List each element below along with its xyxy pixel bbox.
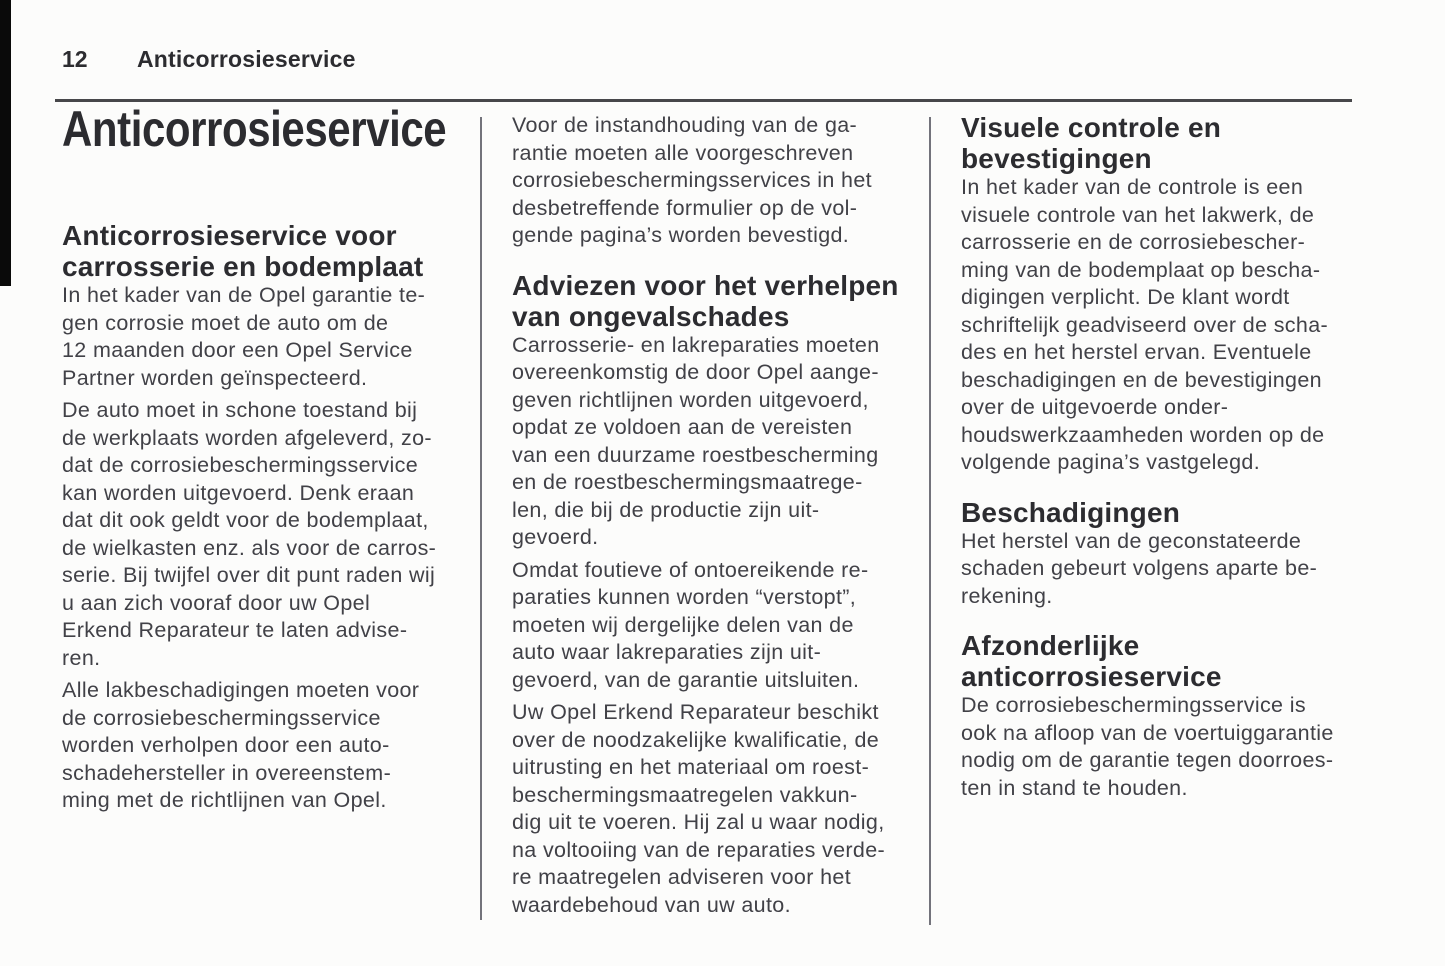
text-line: len, die bij de productie zijn uit- (512, 497, 820, 522)
binding-edge-shadow (0, 0, 11, 286)
header-section-title: Anticorrosieservice (137, 46, 356, 72)
text-line: de corrosiebeschermingsservice (62, 705, 381, 730)
text-line: ren. (62, 645, 101, 670)
text-line: De auto moet in schone toestand bij (62, 398, 418, 422)
text-line: Het herstel van de geconstateerde (961, 528, 1302, 553)
text-line: Adviezen voor het verhelpen (512, 269, 899, 301)
text-line: In het kader van de Opel garantie te- (62, 283, 426, 307)
text-line: opdat ze voldoen aan de vereisten (512, 415, 853, 439)
column-divider (480, 117, 482, 920)
text-line: na voltooiing van de reparaties verde- (512, 837, 886, 862)
paragraph (62, 397, 470, 672)
text-line: 12 maanden door een Opel Service (62, 338, 413, 362)
paragraph (512, 332, 914, 552)
section-heading (961, 630, 1361, 692)
text-line: en de roestbeschermingsmaatrege- (512, 470, 863, 494)
text-line: rantie moeten alle voorgeschreven (512, 140, 854, 165)
text-line: beschermingsmaatregelen vakkun- (512, 782, 858, 807)
text-line: dig uit te voeren. Hij zal u waar nodig, (512, 810, 885, 834)
text-line: Erkend Reparateur te laten advise- (62, 618, 408, 642)
paragraph (512, 557, 914, 695)
text-line: Partner worden geïnspecteerd. (62, 365, 368, 390)
text-line: In het kader van de controle is een (961, 175, 1304, 199)
text-line: schadehersteller in overeenstem- (62, 760, 392, 785)
text-line: schriftelijk geadviseerd over de scha- (961, 312, 1329, 337)
text-line: Omdat foutieve of ontoereikende re- (512, 557, 869, 582)
text-line: gen corrosie moet de auto om de (62, 310, 389, 335)
paragraph (961, 528, 1361, 611)
text-line: des en het herstel ervan. Eventuele (961, 340, 1312, 364)
column-middle (512, 112, 914, 924)
text-line: Uw Opel Erkend Reparateur beschikt (512, 700, 879, 724)
paragraph (961, 174, 1361, 477)
section-heading (961, 497, 1361, 528)
text-line: Visuele controle en (961, 112, 1222, 143)
paragraph (62, 677, 470, 815)
text-line: u aan zich vooraf door uw Opel (62, 590, 371, 615)
text-line: paraties kunnen worden “verstopt”, (512, 585, 857, 609)
column-divider (929, 117, 931, 925)
text-line: rekening. (961, 583, 1053, 608)
text-line: dat dit ook geldt voor de bodemplaat, (62, 508, 429, 532)
text-line: moeten wij dergelijke delen van de (512, 612, 854, 637)
column-right (961, 112, 1361, 807)
text-line: De corrosiebeschermingsservice is (961, 693, 1306, 717)
document-title (62, 101, 447, 157)
text-line: desbetreffende formulier op de vol- (512, 195, 858, 220)
text-line: visuele controle van het lakwerk, de (961, 202, 1315, 227)
text-line: de werkplaats worden afgeleverd, zo- (62, 425, 432, 450)
text-line: corrosiebeschermingsservices in het (512, 168, 872, 192)
text-line: carrosserie en bodemplaat (62, 251, 424, 282)
text-line: kan worden uitgevoerd. Denk eraan (62, 480, 415, 505)
text-line: over de uitgevoerde onder- (961, 395, 1229, 419)
paragraph (62, 282, 470, 392)
text-line: Afzonderlijke (961, 630, 1140, 661)
text-line: ten in stand te houden. (961, 775, 1188, 800)
paragraph (512, 112, 914, 250)
text-line: ming van de bodemplaat op bescha- (961, 257, 1321, 282)
text-line: beschadigingen en de bevestigingen (961, 367, 1322, 392)
paragraph (961, 692, 1361, 802)
text-line: volgende pagina’s vastgelegd. (961, 450, 1261, 474)
text-line: overeenkomstig de door Opel aange- (512, 360, 879, 384)
text-line: over de noodzakelijke kwalificatie, de (512, 727, 880, 752)
text-line: worden verholpen door een auto- (62, 733, 390, 757)
text-line: anticorrosieservice (961, 661, 1222, 692)
text-line: serie. Bij twijfel over dit punt raden wij (62, 563, 436, 587)
text-line: bevestigingen (961, 143, 1152, 174)
text-line: Carrosserie- en lakreparaties moeten (512, 332, 880, 357)
text-line: gevoerd, van de garantie uitsluiten. (512, 667, 860, 692)
text-line: gevoerd. (512, 525, 599, 549)
text-line: re maatregelen adviseren voor het (512, 865, 852, 889)
section-heading (62, 220, 470, 282)
text-line: schaden gebeurt volgens aparte be- (961, 556, 1318, 580)
text-line: waardebehoud van uw auto. (512, 892, 791, 917)
text-line: van een duurzame roestbescherming (512, 442, 879, 467)
page-number: 12 (62, 46, 88, 72)
text-line: Beschadigingen (961, 496, 1181, 528)
paragraph (512, 699, 914, 919)
text-line: Voor de instandhouding van de ga- (512, 113, 858, 137)
text-line: Alle lakbeschadigingen moeten voor (62, 678, 420, 702)
text-line: nodig om de garantie tegen doorroes- (961, 748, 1334, 772)
text-line: digingen verplicht. De klant wordt (961, 285, 1290, 309)
text-line: ming met de richtlijnen van Opel. (62, 788, 387, 812)
text-line: geven richtlijnen worden uitgevoerd, (512, 387, 869, 412)
text-line: gende pagina’s worden bevestigd. (512, 223, 850, 247)
section-heading (961, 112, 1361, 174)
text-line: uitrusting en het materiaal om roest- (512, 755, 870, 779)
text-line: de wielkasten enz. als voor de carros- (62, 535, 437, 560)
text-line: auto waar lakreparaties zijn uit- (512, 640, 822, 664)
text-line: carrosserie en de corrosiebescher- (961, 230, 1306, 254)
text-line: van ongevalschades (512, 300, 790, 332)
text-line: Anticorrosieservice (62, 101, 447, 157)
text-line: ook na afloop van de voertuiggarantie (961, 720, 1334, 745)
column-left (62, 102, 470, 820)
section-heading (512, 270, 914, 332)
text-line: dat de corrosiebeschermingsservice (62, 453, 419, 477)
text-line: houdswerkzaamheden worden op de (961, 422, 1325, 447)
page-header (0, 46, 1445, 76)
text-line: Anticorrosieservice voor (62, 220, 397, 251)
